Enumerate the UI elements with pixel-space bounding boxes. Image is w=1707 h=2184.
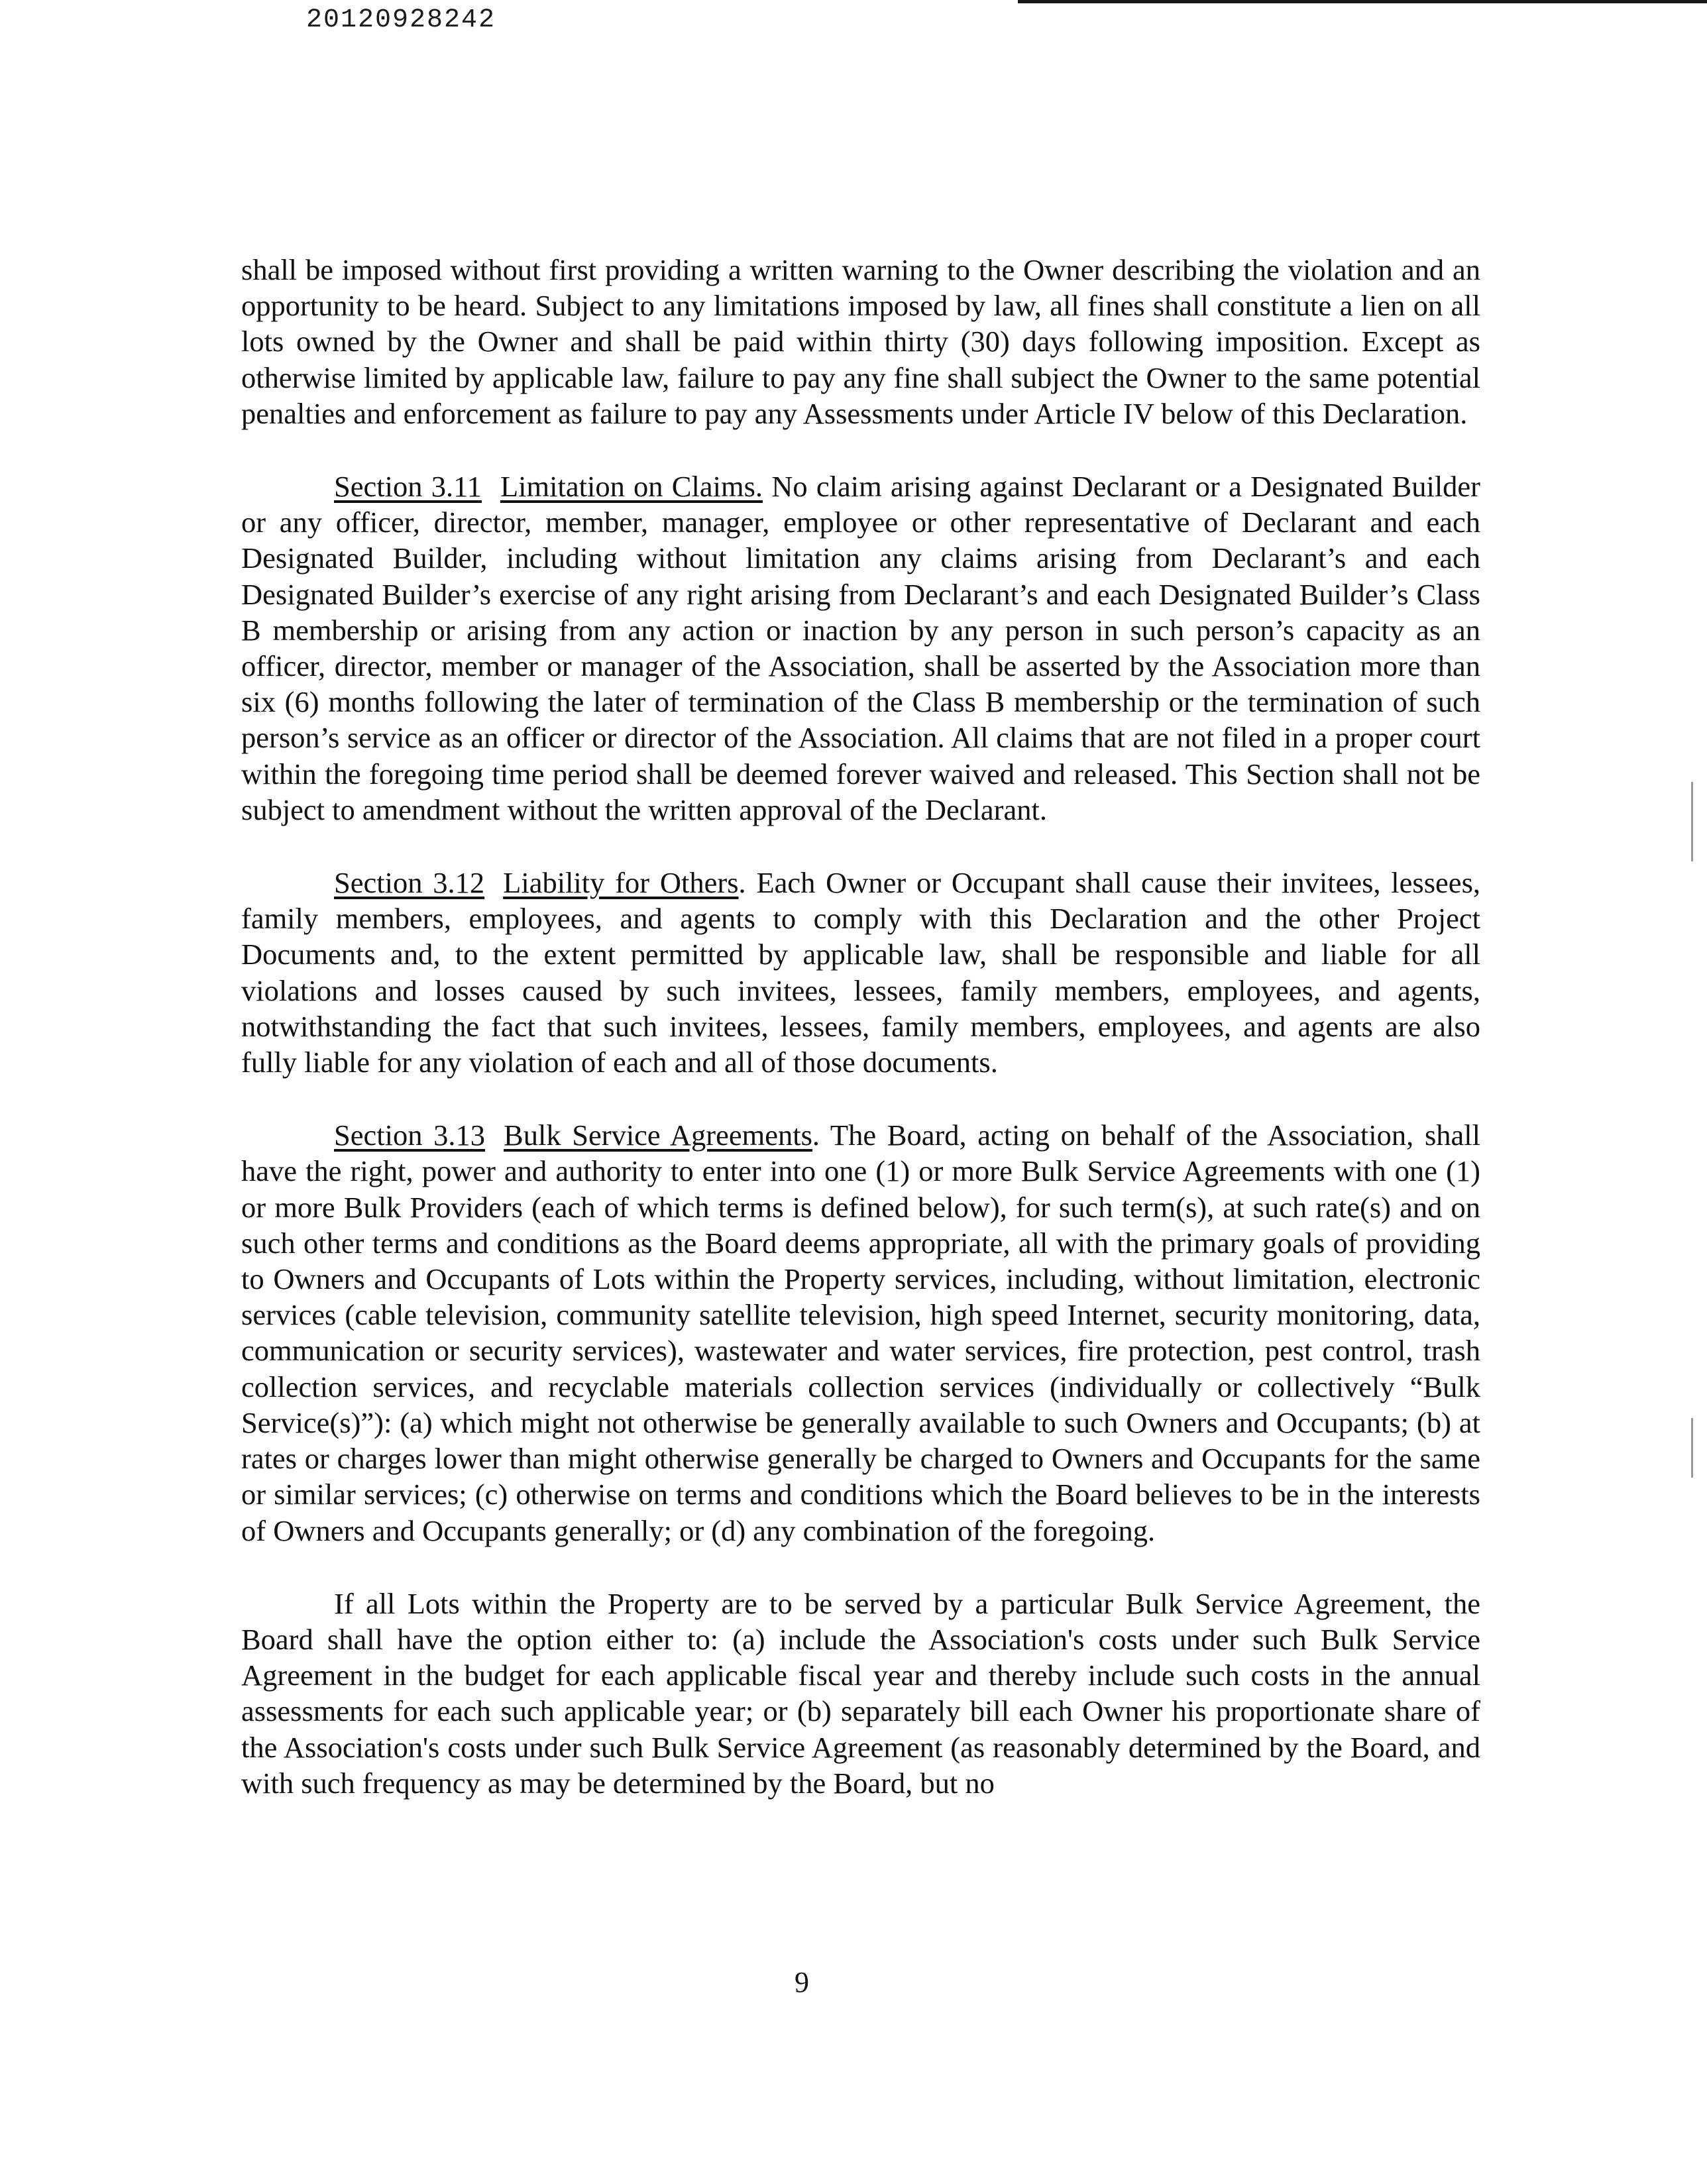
section-punct: .: [812, 1119, 820, 1152]
section-3-12-heading: [334, 866, 739, 899]
scan-edge-mark: [1691, 1418, 1693, 1478]
section-text: The Board, acting on behalf of the Association, shall have the right, power and authority to enter into one (1) or more Bulk Service Agreements with one (1) or more Bulk Providers (each of which terms is defined below), for such term(s), at such rate(s) and on such other terms and conditions as the Board deems appropriate, all with the primary goals of providing to Owners and Occupants of Lots within the Property services, including, without limitation, electronic services (cable television, community satellite television, high speed Internet, security monitoring, data, communication or security services), wastewater and water services, fire protection, pest control, trash collection services, and recyclable materials collection services (individually or collectively “Bulk Service(s)”): (a) which might not otherwise be generally available to such Owners and Occupants; (b) at rates or charges lower than might otherwise generally be charged to Owners and Occupants for the same or similar services; (c) otherwise on terms and conditions which the Board believes to be in the interests of Owners and Occupants generally; or (d) any combination of the foregoing.: [241, 1119, 1480, 1547]
section-3-11: [241, 468, 1480, 828]
section-title: Liability for Others: [503, 866, 739, 900]
paragraph-continuation: shall be imposed without first providing a written warning to the Owner describing the violation and an opportunity to be heard. Subject to any limitations imposed by law, all fines shall constitute a lien on all lots owned by the Owner and shall be paid within thirty (30) days following imposition. Except as otherwise limited by applicable law, failure to pay any fine shall subject the Owner to the same potential penalties and enforcement as failure to pay any Assessments under Article IV below of this Declaration.: [241, 253, 1480, 430]
section-title: Bulk Service Agreements: [504, 1119, 812, 1152]
section-3-13: [241, 1117, 1480, 1548]
section-3-11-heading: [334, 470, 763, 503]
scan-edge-mark: [1691, 782, 1693, 861]
section-title: Limitation on Claims.: [500, 470, 763, 504]
top-edge-rule: [1018, 0, 1707, 3]
section-3-12: [241, 865, 1480, 1080]
document-number: 20120928242: [305, 5, 496, 35]
page-number: 9: [795, 1966, 809, 1998]
section-number: Section 3.12: [334, 866, 485, 900]
section-punct: .: [738, 866, 746, 900]
section-number: Section 3.11: [334, 470, 482, 504]
section-number: Section 3.13: [334, 1119, 486, 1152]
section-text: Each Owner or Occupant shall cause their invitees, lessees, family members, employees, and agents to comply with this Declaration and the other Project Documents and, to the extent permitted by applicable law, shall be responsible and liable for all violations and losses caused by such invitees, lessees, family members, employees, and agents, notwithstanding the fact that such invitees, lessees, family members, employees, and agents are also fully liable for any violation of each and all of those documents.: [241, 866, 1481, 1079]
section-text: No claim arising against Declarant or a Designated Builder or any officer, director, member, manager, employee or other representative of Declarant and each Designated Builder, including without limitation any claims arising from Declarant’s and each Designated Builder’s exercise of any right arising from Declarant’s and each Designated Builder’s Class B membership or arising from any action or inaction by any person in such person’s capacity as an officer, director, member or manager of the Association, shall be asserted by the Association more than six (6) months following the later of termination of the Class B membership or the termination of such person’s service as an officer or director of the Association. All claims that are not filed in a proper court within the foregoing time period shall be deemed forever waived and released. This Section shall not be subject to amendment without the written approval of the Declarant.: [241, 470, 1481, 826]
section-3-13-heading: [334, 1119, 812, 1152]
paragraph-bulk-billing: If all Lots within the Property are to be served by a particular Bulk Service Agreement, the Board shall have the option either to: (a) include the Association's costs under such Bulk Service Agreement in the budget for each applicable fiscal year and thereby include such costs in the annual assessments for each such applicable year; or (b) separately bill each Owner his proportionate share of the Association's costs under such Bulk Service Agreement (as reasonably determined by the Board, and with such frequency as may be determined by the Board, but no: [241, 1586, 1480, 1800]
document-body: [241, 252, 1480, 1838]
